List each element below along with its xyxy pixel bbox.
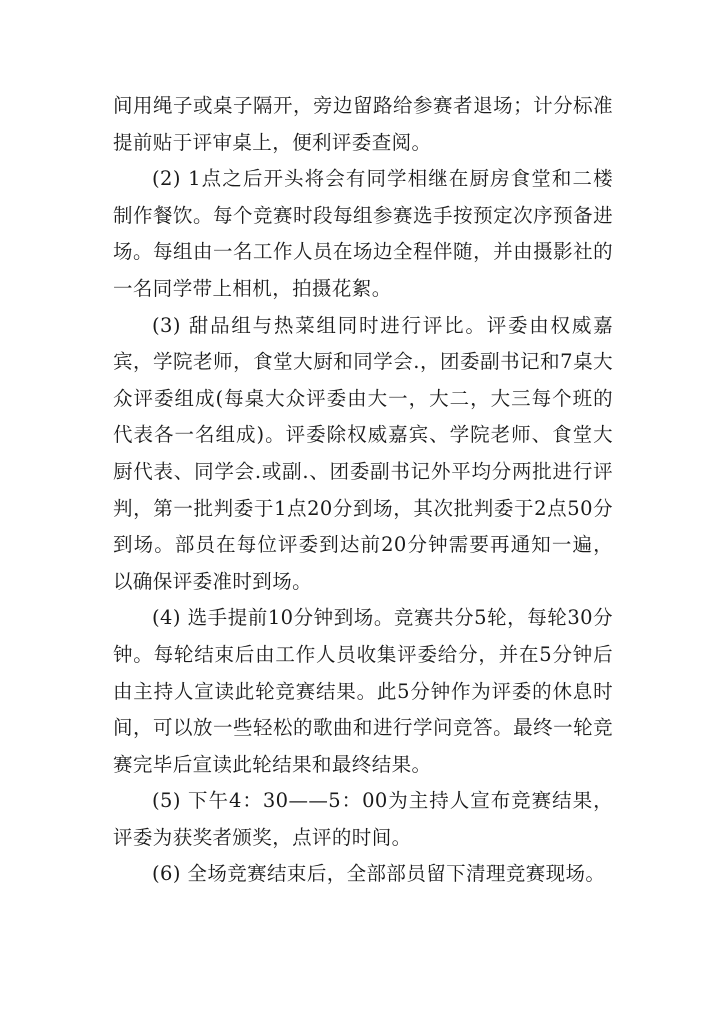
paragraph-item-2: (2) 1点之后开头将会有同学相继在厨房食堂和二楼制作餐饮。每个竞赛时段每组参赛选手按预定次序预备进场。每组由一名工作人员在场边全程伴随，并由摄影社的一名同学带上相机，拍摄花絮。 <box>113 167 613 300</box>
paragraph-continuation: 间用绳子或桌子隔开，旁边留路给参赛者退场；计分标准提前贴于评审桌上，便利评委查阅。 <box>113 94 613 154</box>
paragraph-item-6: (6) 全场竞赛结束后，全部部员留下清理竞赛现场。 <box>152 862 606 886</box>
document-body <box>113 88 613 893</box>
paragraph-item-3: (3) 甜品组与热菜组同时进行评比。评委由权威嘉宾，学院老师，食堂大厨和同学会.，团委副书记和7桌大众评委组成(每桌大众评委由大一，大二，大三每个班的代表各一名组成)。评委除权威嘉宾、学院老师、食堂大厨代表、同学会.或副.、团委副书记外平均分两批进行评判，第一批判委于1点20分到场，其次批判委于2点50分到场。部员在每位评委到达前20分钟需要再通知一遍，以确保评委准时到场。 <box>113 313 613 593</box>
paragraph-item-5: (5) 下午4：30——5：00为主持人宣布竞赛结果，评委为获奖者颁奖，点评的时间。 <box>113 789 613 849</box>
paragraph-item-4: (4) 选手提前10分钟到场。竞赛共分5轮，每轮30分钟。每轮结束后由工作人员收集评委给分，并在5分钟后由主持人宣读此轮竞赛结果。此5分钟作为评委的休息时间，可以放一些轻松的歌曲和进行学问竞答。最终一轮竞赛完毕后宣读此轮结果和最终结果。 <box>113 606 613 776</box>
